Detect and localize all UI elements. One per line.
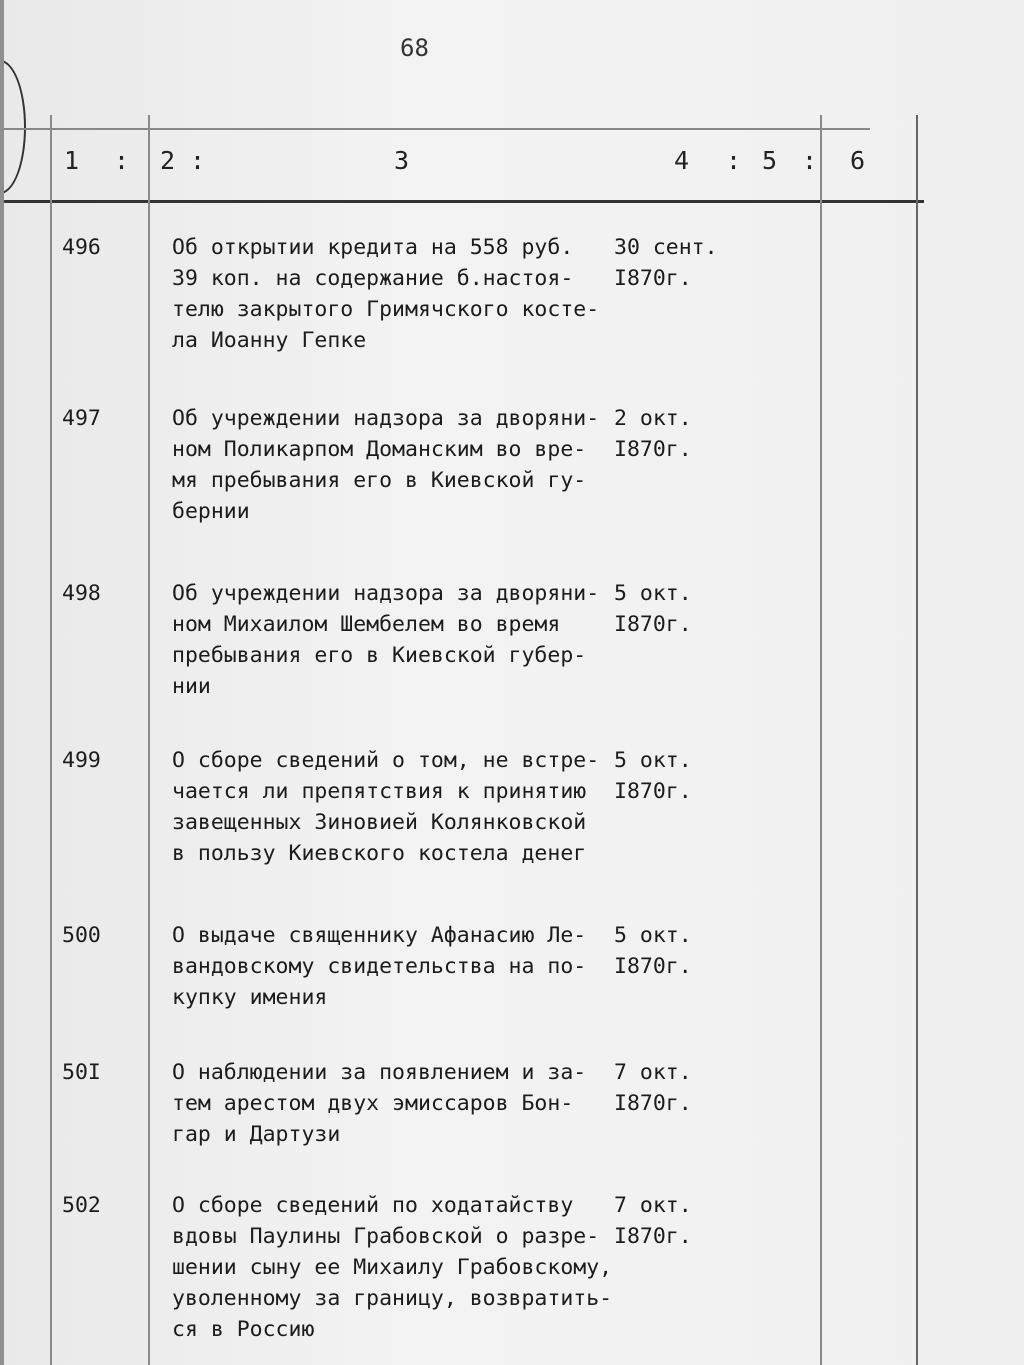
entry-date-line: I870г. (614, 779, 692, 804)
entry-title-line: гар и Дартузи (172, 1122, 341, 1147)
entry-date (614, 920, 692, 982)
entry-title (172, 403, 599, 527)
entry-title-line: 39 коп. на содержание б.настоя- (172, 266, 574, 291)
entry-date-line: I870г. (614, 612, 692, 637)
entry-date-line: I870г. (614, 437, 692, 462)
entry-title-line: О выдаче священнику Афанасию Ле- (172, 923, 587, 948)
column-header: 3 (394, 146, 410, 175)
entry-date (614, 403, 692, 465)
entry-title-line: вдовы Паулины Грабовской о разре- (172, 1224, 600, 1249)
entry-title-line: купку имения (172, 985, 328, 1010)
entry-title (172, 1057, 586, 1150)
entry-title (172, 1190, 612, 1345)
page-number: 68 (400, 34, 429, 62)
entry-date (614, 1057, 692, 1119)
entry-title-line: Об открытии кредита на 558 руб. (172, 235, 574, 260)
entry-date-line: 2 окт. (614, 406, 692, 431)
header-top-rule (4, 128, 870, 130)
entry-date (614, 1190, 692, 1252)
entry-title (172, 232, 599, 356)
entry-title-line: О сборе сведений по ходатайству (172, 1193, 574, 1218)
entry-number: 499 (62, 748, 101, 773)
entry-date-line: 5 окт. (614, 581, 692, 606)
entry-number: 496 (62, 235, 101, 260)
entry-title-line: О сборе сведений о том, не встре- (172, 748, 600, 773)
entry-title-line: Об учреждении надзора за дворяни- (172, 406, 600, 431)
entry-number: 498 (62, 581, 101, 606)
entry-title (172, 745, 599, 869)
entry-title-line: нии (172, 674, 211, 699)
entry-number: 500 (62, 923, 101, 948)
entry-title-line: пребывания его в Киевской губер- (172, 643, 587, 668)
column-header-separator: : (802, 146, 818, 175)
entry-title-line: ла Иоанну Гепке (172, 328, 367, 353)
entry-title-line: телю закрытого Гримячского косте- (172, 297, 600, 322)
column-divider (148, 115, 150, 1365)
entry-date-line: I870г. (614, 1091, 692, 1116)
entry-number: 497 (62, 406, 101, 431)
entry-date-line: I870г. (614, 1224, 692, 1249)
entry-date-line: 30 сент. (614, 235, 718, 260)
entry-date-line: 5 окт. (614, 748, 692, 773)
column-header-separator: : (726, 146, 742, 175)
column-divider (50, 115, 52, 1365)
entry-title-line: в пользу Киевского костела денег (172, 841, 587, 866)
column-header-separator: : (114, 146, 130, 175)
column-header: 4 (674, 146, 690, 175)
entry-title-line: мя пребывания его в Киевской гу- (172, 468, 587, 493)
header-bottom-rule (4, 200, 924, 203)
column-header-separator: : (190, 146, 206, 175)
entry-title-line: Об учреждении надзора за дворяни- (172, 581, 600, 606)
entry-date-line: 7 окт. (614, 1060, 692, 1085)
column-header: 2 (160, 146, 176, 175)
entry-date (614, 578, 692, 640)
column-divider (916, 115, 918, 1365)
column-divider (820, 115, 822, 1365)
entry-title-line: ном Михаилом Шембелем во время (172, 612, 561, 637)
entry-title-line: завещенных Зиновией Колянковской (172, 810, 587, 835)
entry-date-line: I870г. (614, 954, 692, 979)
binding-ring (4, 60, 26, 194)
entry-number: 502 (62, 1193, 101, 1218)
column-header: 5 (762, 146, 778, 175)
entry-date-line: I870г. (614, 266, 692, 291)
entry-date (614, 232, 718, 294)
entry-title-line: уволенному за границу, возвратить- (172, 1286, 613, 1311)
entry-title-line: ном Поликарпом Доманским во вре- (172, 437, 587, 462)
entry-title (172, 920, 586, 1013)
entry-date (614, 745, 692, 807)
column-header: 6 (850, 146, 866, 175)
entry-date-line: 7 окт. (614, 1193, 692, 1218)
entry-date-line: 5 окт. (614, 923, 692, 948)
entry-title-line: вандовскому свидетельства на по- (172, 954, 587, 979)
entry-number: 50I (62, 1060, 101, 1085)
entry-title-line: шении сыну ее Михаилу Грабовскому, (172, 1255, 613, 1280)
entry-title-line: бернии (172, 499, 250, 524)
entry-title-line: ся в Россию (172, 1317, 315, 1342)
column-header: 1 (64, 146, 80, 175)
entry-title (172, 578, 599, 702)
entry-title-line: тем арестом двух эмиссаров Бон- (172, 1091, 574, 1116)
entry-title-line: чается ли препятствия к принятию (172, 779, 587, 804)
document-page (4, 0, 1024, 1365)
entry-title-line: О наблюдении за появлением и за- (172, 1060, 587, 1085)
